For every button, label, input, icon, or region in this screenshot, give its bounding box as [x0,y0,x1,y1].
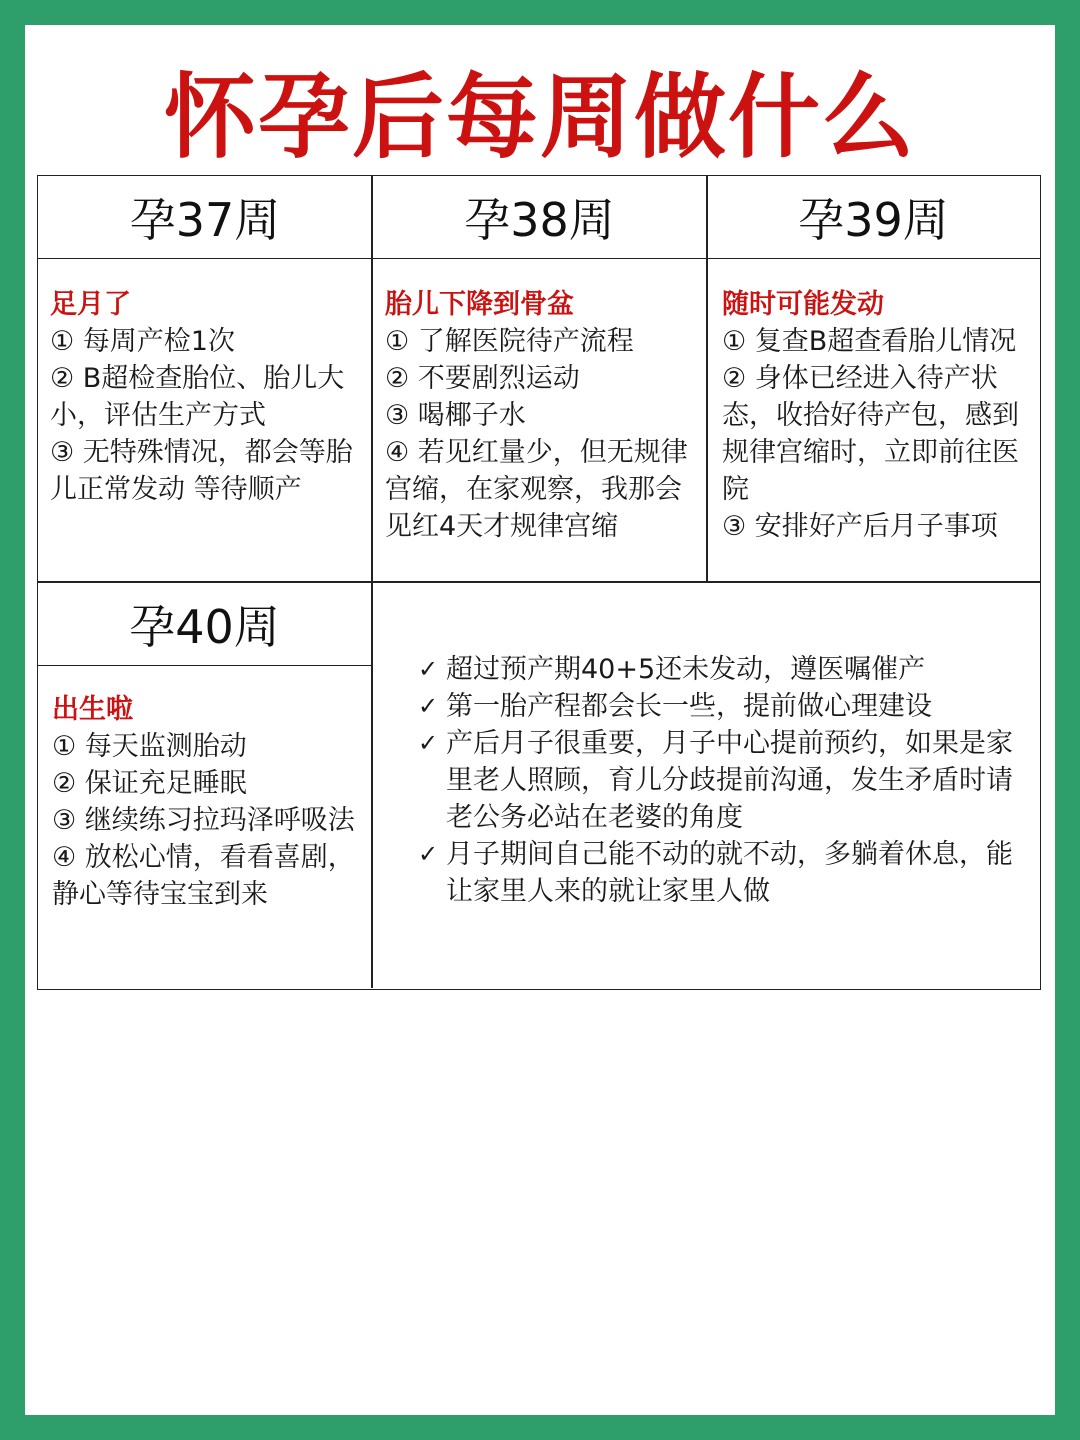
check-icon: ✓ [418,655,439,683]
week-40-item: ② 保证充足睡眠 [52,768,247,799]
week-38-item: ② 不要剧烈运动 [385,363,580,394]
week-40-item: ① 每天监测胎动 [52,731,247,762]
week-37-item: ② B超检查胎位、胎儿大小，评估生产方式 [50,363,345,431]
weekly-table [37,175,1041,990]
week-37-item: ③ 无特殊情况，都会等胎儿正常发动 等待顺产 [50,437,353,505]
tip-text: 第一胎产程都会长一些，提前做心理建设 [446,691,932,722]
week-37-item: ① 每周产检1次 [50,326,235,357]
week-39-item: ② 身体已经进入待产状态，收拾好待产包，感到规律宫缩时，立即前往医院 [722,363,1019,505]
week-40-header: 孕40周 [38,583,371,666]
week-40-item: ④ 放松心情，看看喜剧，静心等待宝宝到来 [52,842,355,910]
week-37-body [50,286,368,508]
tip-text: 产后月子很重要，月子中心提前预约，如果是家里老人照顾，育儿分歧提前沟通，发生矛盾时请老公务必站在老婆的角度 [446,728,1013,833]
week-38-item: ④ 若见红量少，但无规律宫缩，在家观察，我那会见红4天才规律宫缩 [385,437,688,542]
tip-item [398,836,1018,910]
week-40-item: ③ 继续练习拉玛泽呼吸法 [52,805,355,836]
page-title: 怀孕后每周做什么 [163,64,916,171]
check-icon: ✓ [418,729,439,757]
week-39-item: ① 复查B超查看胎儿情况 [722,326,1017,357]
divider [706,176,708,582]
week-39-heading: 随时可能发动 [722,289,884,320]
tips-list [398,651,1018,910]
week-38-item: ① 了解医院待产流程 [385,326,634,357]
week-38-item: ③ 喝椰子水 [385,400,526,431]
week-37-header: 孕37周 [38,176,372,259]
week-38-header: 孕38周 [372,176,707,259]
tip-item [398,725,1018,836]
week-38-body [385,286,701,545]
tip-text: 超过预产期40+5还未发动，遵医嘱催产 [446,654,926,685]
week-38-heading: 胎儿下降到骨盆 [385,289,574,320]
tip-item [398,651,1018,688]
page [25,25,1055,1415]
week-39-header: 孕39周 [707,176,1040,259]
week-40-heading: 出生啦 [52,694,133,725]
week-37-heading: 足月了 [50,289,131,320]
week-39-body [722,286,1038,545]
tip-text: 月子期间自己能不动的就不动，多躺着休息，能让家里人来的就让家里人做 [446,839,1013,907]
week-39-item: ③ 安排好产后月子事项 [722,511,998,542]
week-40-body [52,691,364,913]
check-icon: ✓ [418,840,439,868]
tip-item [398,688,1018,725]
check-icon: ✓ [418,692,439,720]
